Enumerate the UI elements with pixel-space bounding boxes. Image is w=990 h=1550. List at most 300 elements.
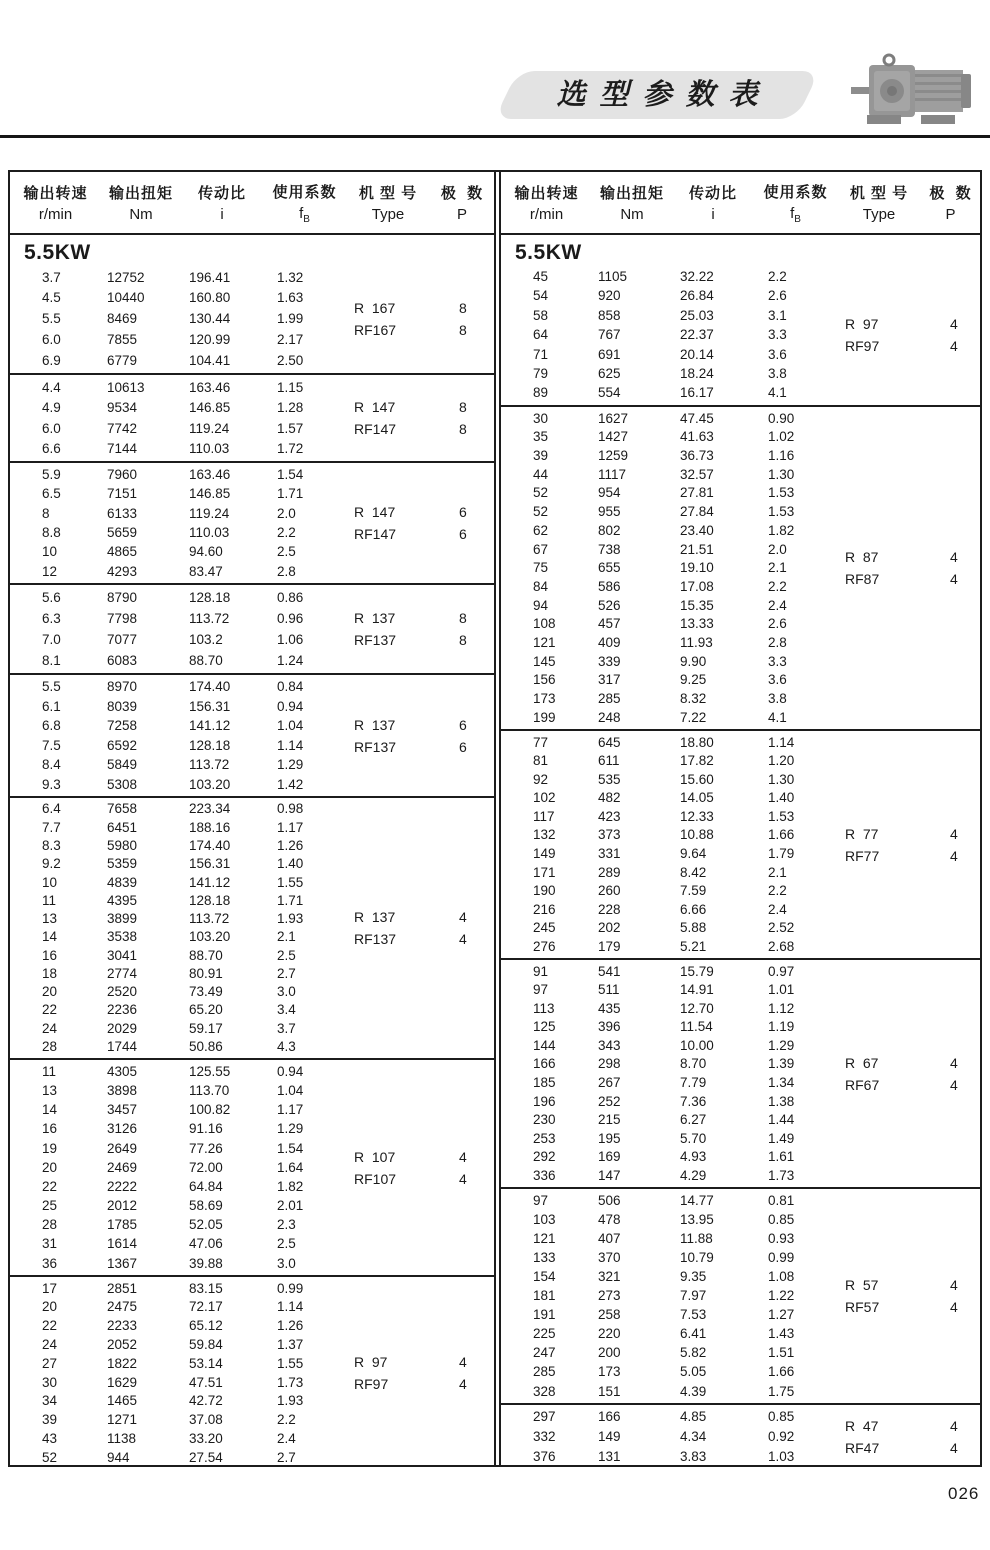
table-row xyxy=(501,940,980,954)
torque-cell: 3126 xyxy=(107,1121,138,1137)
ratio-cell: 7.79 xyxy=(680,1075,707,1090)
table-row xyxy=(10,565,494,579)
ratio-cell: 104.41 xyxy=(189,352,231,368)
fb-cell: 1.26 xyxy=(277,1318,304,1334)
torque-cell: 482 xyxy=(598,790,621,806)
speed-cell: 121 xyxy=(533,635,556,651)
torque-cell: 409 xyxy=(598,635,621,651)
column-header-en: Nm xyxy=(129,206,153,223)
speed-cell: 10 xyxy=(42,874,58,890)
table-row xyxy=(501,810,980,824)
fb-cell: 1.43 xyxy=(768,1326,795,1342)
ratio-cell: 7.22 xyxy=(680,709,707,725)
ratio-cell: 196.41 xyxy=(189,269,231,285)
fb-cell: 0.85 xyxy=(768,1409,795,1425)
table-row xyxy=(501,921,980,935)
section-rows xyxy=(501,1191,980,1401)
ratio-cell: 113.70 xyxy=(189,1083,230,1098)
table-row xyxy=(501,773,980,787)
type-poles-block xyxy=(354,297,467,341)
ratio-cell: 4.39 xyxy=(680,1383,707,1399)
ratio-cell: 163.46 xyxy=(189,379,231,395)
table-section xyxy=(10,675,494,798)
speed-cell: 7.5 xyxy=(42,737,61,753)
ratio-cell: 37.08 xyxy=(189,1412,223,1428)
speed-cell: 285 xyxy=(533,1364,556,1380)
torque-cell: 858 xyxy=(598,307,621,323)
table-row xyxy=(10,1065,494,1079)
ratio-cell: 13.33 xyxy=(680,616,714,632)
fb-cell: 1.42 xyxy=(277,776,304,792)
speed-cell: 3.7 xyxy=(42,269,61,285)
speed-cell: 30 xyxy=(42,1374,58,1390)
fb-cell: 2.0 xyxy=(768,541,787,557)
poles-value: 6 xyxy=(459,738,467,755)
ratio-cell: 27.54 xyxy=(189,1449,223,1465)
poles-value: 4 xyxy=(459,1170,467,1187)
poles-value: 8 xyxy=(459,399,467,415)
type-row xyxy=(845,1437,958,1459)
speed-cell: 9.2 xyxy=(42,856,61,872)
type-poles-block xyxy=(845,1274,958,1318)
fb-cell: 1.34 xyxy=(768,1075,795,1090)
table-row xyxy=(501,468,980,482)
section-rows xyxy=(10,1062,494,1273)
ratio-cell: 4.34 xyxy=(680,1429,707,1445)
speed-cell: 332 xyxy=(533,1429,556,1445)
ratio-cell: 22.37 xyxy=(680,327,714,343)
speed-cell: 5.6 xyxy=(42,589,61,605)
column-header-cn: 使用系数 xyxy=(272,183,337,201)
type-poles-block xyxy=(354,1146,467,1190)
torque-cell: 285 xyxy=(598,691,621,707)
speed-cell: 28 xyxy=(42,1217,58,1233)
fb-cell: 2.1 xyxy=(277,929,296,945)
fb-cell: 1.14 xyxy=(277,737,304,753)
torque-cell: 407 xyxy=(598,1230,621,1246)
fb-cell: 1.73 xyxy=(277,1374,304,1390)
speed-cell: 34 xyxy=(42,1393,58,1409)
fb-cell: 0.81 xyxy=(768,1192,795,1208)
column-header-en: P xyxy=(945,206,956,223)
fb-cell: 1.17 xyxy=(277,819,304,835)
column-header xyxy=(592,182,672,223)
ratio-cell: 163.46 xyxy=(189,466,231,482)
torque-cell: 298 xyxy=(598,1056,621,1072)
torque-cell: 173 xyxy=(598,1364,621,1380)
torque-cell: 1465 xyxy=(107,1393,138,1409)
fb-cell: 1.66 xyxy=(768,1364,795,1380)
speed-cell: 18 xyxy=(42,965,58,981)
section-rows xyxy=(10,587,494,671)
ratio-cell: 128.18 xyxy=(189,737,231,753)
speed-cell: 22 xyxy=(42,1178,58,1194)
fb-cell: 1.19 xyxy=(768,1019,795,1035)
torque-cell: 7658 xyxy=(107,801,138,817)
column-header-cn: 使用系数 xyxy=(763,183,828,201)
fb-cell: 1.01 xyxy=(768,982,795,998)
fb-cell: 1.54 xyxy=(277,1140,304,1156)
speed-cell: 171 xyxy=(533,864,556,880)
fb-cell: 2.3 xyxy=(277,1217,296,1233)
fb-cell: 0.98 xyxy=(277,801,304,817)
fb-cell: 1.55 xyxy=(277,1355,304,1371)
torque-cell: 802 xyxy=(598,522,621,538)
table-row xyxy=(501,754,980,768)
ratio-cell: 16.17 xyxy=(680,385,714,401)
ratio-cell: 10.88 xyxy=(680,827,714,843)
section-rows xyxy=(10,377,494,459)
type-row xyxy=(354,629,467,651)
table-section xyxy=(10,585,494,675)
ratio-cell: 7.53 xyxy=(680,1307,707,1323)
table-row xyxy=(501,1213,980,1227)
table-row xyxy=(501,1194,980,1208)
type-label: R 97 xyxy=(845,316,879,332)
speed-cell: 97 xyxy=(533,982,549,998)
table-row xyxy=(501,791,980,805)
torque-cell: 2222 xyxy=(107,1178,138,1194)
speed-cell: 16 xyxy=(42,1121,58,1137)
fb-cell: 1.04 xyxy=(277,718,304,733)
type-row xyxy=(354,319,467,341)
torque-cell: 3041 xyxy=(107,947,138,963)
fb-cell: 1.61 xyxy=(768,1149,795,1165)
ratio-cell: 58.69 xyxy=(189,1198,223,1214)
ratio-cell: 119.24 xyxy=(189,505,230,521)
table-row xyxy=(10,1257,494,1271)
speed-cell: 6.0 xyxy=(42,332,61,348)
fb-cell: 1.73 xyxy=(768,1167,795,1183)
torque-cell: 625 xyxy=(598,366,621,382)
torque-cell: 147 xyxy=(598,1167,621,1183)
torque-cell: 2851 xyxy=(107,1280,138,1296)
type-poles-block xyxy=(354,714,467,758)
type-label: R 87 xyxy=(845,549,879,565)
ratio-cell: 9.25 xyxy=(680,672,707,688)
speed-cell: 8.8 xyxy=(42,524,61,540)
ratio-cell: 113.72 xyxy=(189,911,230,927)
type-label: R 97 xyxy=(354,1354,388,1370)
type-row xyxy=(354,523,467,545)
table-row xyxy=(501,903,980,917)
table-section xyxy=(10,375,494,463)
torque-cell: 1117 xyxy=(598,466,627,482)
ratio-cell: 47.45 xyxy=(680,410,714,426)
speed-cell: 94 xyxy=(533,597,549,613)
speed-cell: 19 xyxy=(42,1140,58,1156)
table-row xyxy=(10,778,494,792)
column-header-cn: 传动比 xyxy=(197,185,246,202)
speed-cell: 13 xyxy=(42,911,58,927)
fb-cell: 1.06 xyxy=(277,631,304,647)
fb-cell: 1.29 xyxy=(277,757,304,772)
torque-cell: 4865 xyxy=(107,544,138,560)
table-row xyxy=(501,1232,980,1246)
ratio-cell: 146.85 xyxy=(189,400,231,415)
fb-cell: 2.4 xyxy=(768,597,787,613)
ratio-cell: 3.83 xyxy=(680,1449,707,1465)
speed-cell: 67 xyxy=(533,541,549,557)
fb-cell: 0.90 xyxy=(768,410,795,426)
speed-cell: 4.5 xyxy=(42,290,61,306)
fb-cell: 0.93 xyxy=(768,1230,795,1246)
ratio-cell: 141.12 xyxy=(189,874,231,890)
torque-cell: 2469 xyxy=(107,1159,138,1175)
poles-value: 4 xyxy=(459,1376,467,1392)
table-section xyxy=(501,407,980,731)
type-label: RF47 xyxy=(845,1440,880,1456)
table-row xyxy=(501,1039,980,1053)
type-row xyxy=(845,1274,958,1296)
type-poles-block xyxy=(845,1415,958,1459)
fb-cell: 2.68 xyxy=(768,938,795,954)
type-row xyxy=(354,906,467,928)
ratio-cell: 11.54 xyxy=(680,1019,713,1035)
torque-cell: 655 xyxy=(598,560,621,576)
torque-cell: 2520 xyxy=(107,984,138,1000)
torque-cell: 373 xyxy=(598,827,621,843)
table-row xyxy=(10,545,494,559)
table-row xyxy=(501,1132,980,1146)
type-label: RF87 xyxy=(845,571,880,587)
ratio-cell: 15.35 xyxy=(680,597,714,613)
table-row xyxy=(501,289,980,303)
ratio-cell: 146.85 xyxy=(189,486,231,502)
speed-cell: 132 xyxy=(533,827,556,843)
torque-cell: 4305 xyxy=(107,1063,138,1079)
ratio-cell: 88.70 xyxy=(189,947,223,963)
fb-cell: 3.4 xyxy=(277,1002,296,1018)
torque-cell: 5308 xyxy=(107,776,138,792)
ratio-cell: 128.18 xyxy=(189,892,231,908)
ratio-cell: 128.18 xyxy=(189,589,231,605)
table-row xyxy=(501,673,980,687)
speed-cell: 97 xyxy=(533,1192,549,1208)
torque-cell: 2649 xyxy=(107,1140,138,1156)
fb-cell: 1.28 xyxy=(277,400,304,415)
torque-cell: 691 xyxy=(598,346,621,362)
column-header-en-sub: B xyxy=(794,213,801,225)
torque-cell: 526 xyxy=(598,597,621,613)
speed-cell: 77 xyxy=(533,734,549,750)
speed-cell: 190 xyxy=(533,883,556,899)
torque-cell: 1259 xyxy=(598,448,629,463)
type-row xyxy=(354,1168,467,1190)
fb-cell: 1.38 xyxy=(768,1093,795,1109)
speed-cell: 156 xyxy=(533,672,556,688)
table-row xyxy=(10,700,494,714)
torque-cell: 1367 xyxy=(107,1255,138,1271)
ratio-cell: 32.22 xyxy=(680,268,714,284)
table-row xyxy=(501,884,980,898)
column-header xyxy=(10,182,101,223)
ratio-cell: 42.72 xyxy=(189,1393,223,1409)
ratio-cell: 15.60 xyxy=(680,771,714,787)
fb-cell: 0.94 xyxy=(277,698,304,714)
table-row xyxy=(501,1020,980,1034)
fb-cell: 1.27 xyxy=(768,1307,795,1323)
fb-cell: 3.8 xyxy=(768,366,787,382)
ratio-cell: 9.35 xyxy=(680,1269,707,1285)
fb-cell: 2.5 xyxy=(277,544,296,560)
poles-value: 4 xyxy=(459,1148,467,1165)
torque-cell: 339 xyxy=(598,653,621,669)
speed-cell: 125 xyxy=(533,1019,556,1035)
torque-cell: 7077 xyxy=(107,631,138,647)
torque-cell: 1427 xyxy=(598,429,629,445)
ratio-cell: 6.41 xyxy=(680,1326,707,1342)
ratio-cell: 20.14 xyxy=(680,346,714,362)
speed-cell: 71 xyxy=(533,346,549,362)
table-row xyxy=(10,949,494,963)
ratio-cell: 12.33 xyxy=(680,808,714,824)
speed-cell: 54 xyxy=(533,288,549,304)
speed-cell: 9.3 xyxy=(42,776,61,792)
type-label: RF137 xyxy=(354,738,397,755)
type-poles-block xyxy=(845,313,958,357)
table-section xyxy=(10,463,494,585)
ratio-cell: 52.05 xyxy=(189,1217,223,1233)
table-row xyxy=(501,1095,980,1109)
fb-cell: 1.22 xyxy=(768,1288,795,1304)
torque-cell: 4293 xyxy=(107,563,138,579)
table-header-row xyxy=(10,172,494,235)
speed-cell: 336 xyxy=(533,1167,556,1183)
table-row xyxy=(10,967,494,981)
fb-cell: 1.15 xyxy=(277,379,304,395)
table-row xyxy=(10,487,494,501)
type-label: RF137 xyxy=(354,632,397,648)
fb-cell: 0.99 xyxy=(277,1280,304,1296)
speed-cell: 292 xyxy=(533,1149,556,1165)
speed-cell: 149 xyxy=(533,846,556,861)
column-header xyxy=(181,182,263,223)
torque-cell: 12752 xyxy=(107,269,145,285)
torque-cell: 258 xyxy=(598,1307,621,1323)
speed-cell: 181 xyxy=(533,1288,556,1304)
table-row xyxy=(501,866,980,880)
speed-cell: 8.3 xyxy=(42,837,61,853)
table-row xyxy=(10,1319,494,1333)
speed-cell: 20 xyxy=(42,984,58,1000)
section-rows xyxy=(501,733,980,956)
speed-cell: 297 xyxy=(533,1409,556,1425)
type-row xyxy=(845,1052,958,1074)
table-row xyxy=(10,821,494,835)
torque-cell: 7151 xyxy=(107,486,138,502)
torque-cell: 151 xyxy=(598,1383,621,1399)
ratio-cell: 110.03 xyxy=(189,524,230,540)
fb-cell: 1.40 xyxy=(277,856,304,872)
fb-cell: 3.0 xyxy=(277,984,296,1000)
torque-cell: 8790 xyxy=(107,589,138,605)
table-row xyxy=(10,1413,494,1427)
section-rows xyxy=(501,962,980,1185)
speed-cell: 28 xyxy=(42,1039,58,1055)
power-rating-label: 5.5KW xyxy=(515,241,582,264)
table-row xyxy=(10,1300,494,1314)
speed-cell: 121 xyxy=(533,1230,556,1246)
table-row xyxy=(501,449,980,463)
fb-cell: 1.55 xyxy=(277,874,304,890)
type-label: RF77 xyxy=(845,847,880,864)
fb-cell: 1.44 xyxy=(768,1112,795,1128)
fb-cell: 1.71 xyxy=(277,486,304,502)
fb-cell: 2.5 xyxy=(277,947,296,963)
speed-cell: 25 xyxy=(42,1198,58,1214)
speed-cell: 5.5 xyxy=(42,311,61,327)
type-label: RF67 xyxy=(845,1076,880,1093)
ratio-cell: 18.80 xyxy=(680,734,714,750)
type-label: R 137 xyxy=(354,716,396,733)
table-row xyxy=(10,857,494,871)
speed-cell: 11 xyxy=(42,1063,57,1079)
type-label: RF167 xyxy=(354,322,397,338)
poles-value: 8 xyxy=(459,322,467,338)
speed-cell: 31 xyxy=(42,1236,58,1252)
table-row xyxy=(10,985,494,999)
ratio-cell: 14.77 xyxy=(680,1192,714,1208)
ratio-cell: 188.16 xyxy=(189,819,231,835)
fb-cell: 3.6 xyxy=(768,672,787,688)
fb-cell: 2.50 xyxy=(277,352,304,368)
fb-cell: 1.14 xyxy=(277,1299,304,1315)
torque-cell: 767 xyxy=(598,327,621,343)
column-header-en: $f_B$ xyxy=(299,204,310,225)
ratio-cell: 17.82 xyxy=(680,753,714,769)
table-row xyxy=(10,1199,494,1213)
table-row xyxy=(501,617,980,631)
fb-cell: 1.32 xyxy=(277,269,304,285)
torque-cell: 6083 xyxy=(107,652,138,668)
torque-cell: 5980 xyxy=(107,837,138,853)
ratio-cell: 174.40 xyxy=(189,837,231,853)
torque-cell: 611 xyxy=(598,753,620,769)
table-row xyxy=(501,599,980,613)
speed-cell: 8.4 xyxy=(42,757,61,772)
torque-cell: 149 xyxy=(598,1429,621,1445)
fb-cell: 1.64 xyxy=(277,1159,304,1175)
type-row xyxy=(354,418,467,440)
ratio-cell: 14.05 xyxy=(680,790,714,806)
ratio-cell: 103.20 xyxy=(189,776,231,792)
speed-cell: 39 xyxy=(42,1412,58,1428)
fb-cell: 0.99 xyxy=(768,1250,795,1266)
torque-cell: 200 xyxy=(598,1345,621,1361)
fb-cell: 1.39 xyxy=(768,1056,795,1072)
torque-cell: 6592 xyxy=(107,737,138,753)
torque-cell: 8469 xyxy=(107,311,138,327)
torque-cell: 317 xyxy=(598,672,621,688)
torque-cell: 2233 xyxy=(107,1318,138,1334)
fb-cell: 1.30 xyxy=(768,466,795,482)
type-label: RF97 xyxy=(354,1376,389,1392)
section-rows xyxy=(501,409,980,727)
torque-cell: 1271 xyxy=(107,1412,138,1428)
speed-cell: 4.9 xyxy=(42,400,61,415)
ratio-cell: 5.05 xyxy=(680,1364,707,1380)
column-header-cn: 机 型 号 xyxy=(849,185,909,202)
torque-cell: 535 xyxy=(598,771,621,787)
fb-cell: 1.99 xyxy=(277,311,304,327)
fb-cell: 2.4 xyxy=(277,1431,296,1447)
torque-cell: 506 xyxy=(598,1192,621,1208)
ratio-cell: 47.06 xyxy=(189,1236,223,1252)
fb-cell: 1.82 xyxy=(277,1178,304,1194)
type-label: R 47 xyxy=(845,1418,879,1434)
ratio-cell: 103.2 xyxy=(189,631,223,647)
